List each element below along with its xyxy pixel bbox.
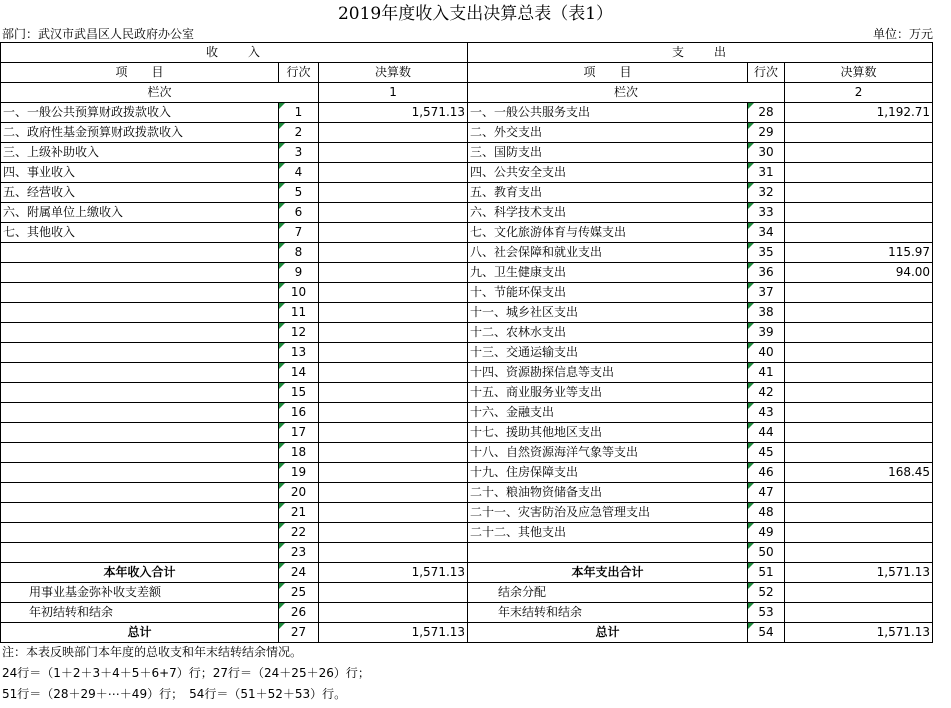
expense-item-name: 二十二、其他支出	[468, 523, 748, 543]
budget-summary-table	[0, 42, 933, 643]
income-amount	[319, 423, 468, 443]
expense-row-number: 49	[748, 523, 785, 543]
expense-row-number: 30	[748, 143, 785, 163]
income-item-header: 项 目	[1, 63, 279, 83]
expense-amount	[785, 383, 933, 403]
income-row-number: 8	[279, 243, 319, 263]
expense-amount: 1,192.71	[785, 103, 933, 123]
expense-amount	[785, 203, 933, 223]
income-column-label: 栏次	[1, 83, 319, 103]
table-row	[1, 203, 933, 223]
begin-carryover-rowno: 26	[279, 603, 319, 623]
expense-item-name: 十九、住房保障支出	[468, 463, 748, 483]
expense-row-number: 38	[748, 303, 785, 323]
expense-amount	[785, 163, 933, 183]
income-row-number: 1	[279, 103, 319, 123]
expense-amount	[785, 303, 933, 323]
income-row-number: 15	[279, 383, 319, 403]
income-row-number: 11	[279, 303, 319, 323]
income-item-name	[1, 303, 279, 323]
income-row-number: 18	[279, 443, 319, 463]
expense-grand-total-amount: 1,571.13	[785, 623, 933, 643]
income-amount	[319, 403, 468, 423]
income-item-name: 三、上级补助收入	[1, 143, 279, 163]
income-amount	[319, 443, 468, 463]
allocation-amount	[785, 583, 933, 603]
expense-total-amount: 1,571.13	[785, 563, 933, 583]
income-amount	[319, 503, 468, 523]
income-grand-total-amount: 1,571.13	[319, 623, 468, 643]
expense-item-name	[468, 543, 748, 563]
income-section-header: 收 入	[1, 43, 468, 63]
expense-amount	[785, 363, 933, 383]
income-row-number: 10	[279, 283, 319, 303]
expense-item-name: 十七、援助其他地区支出	[468, 423, 748, 443]
expense-amount	[785, 483, 933, 503]
income-row-number: 12	[279, 323, 319, 343]
income-item-name	[1, 423, 279, 443]
expense-item-name: 九、卫生健康支出	[468, 263, 748, 283]
income-item-name	[1, 323, 279, 343]
expense-amount	[785, 343, 933, 363]
income-item-name	[1, 403, 279, 423]
table-row	[1, 143, 933, 163]
table-row	[1, 463, 933, 483]
income-amount	[319, 343, 468, 363]
grand-total-row	[1, 623, 933, 643]
income-row-number: 22	[279, 523, 319, 543]
table-row	[1, 303, 933, 323]
income-item-name: 七、其他收入	[1, 223, 279, 243]
expense-total-rowno: 51	[748, 563, 785, 583]
expense-amount	[785, 183, 933, 203]
expense-column-label: 栏次	[468, 83, 785, 103]
income-item-name: 二、政府性基金预算财政拨款收入	[1, 123, 279, 143]
income-amount	[319, 143, 468, 163]
expense-amount	[785, 503, 933, 523]
income-amount	[319, 303, 468, 323]
income-item-name: 一、一般公共预算财政拨款收入	[1, 103, 279, 123]
expense-item-name: 十四、资源勘探信息等支出	[468, 363, 748, 383]
fund-label: 用事业基金弥补收支差额	[1, 583, 279, 603]
table-row	[1, 403, 933, 423]
income-row-number: 14	[279, 363, 319, 383]
income-row-number: 7	[279, 223, 319, 243]
table-row	[1, 523, 933, 543]
income-item-name	[1, 363, 279, 383]
income-item-name: 五、经营收入	[1, 183, 279, 203]
income-total-label: 本年收入合计	[1, 563, 279, 583]
income-amount	[319, 263, 468, 283]
income-rowno-header: 行次	[279, 63, 319, 83]
begin-carryover-amount	[319, 603, 468, 623]
income-total-amount: 1,571.13	[319, 563, 468, 583]
expense-row-number: 33	[748, 203, 785, 223]
income-amount	[319, 363, 468, 383]
income-amount	[319, 123, 468, 143]
note-line: 51行＝（28＋29＋⋯＋49）行； 54行＝（51＋52＋53）行。	[2, 687, 347, 701]
income-row-number: 9	[279, 263, 319, 283]
note-line: 注：本表反映部门本年度的总收支和年末结转结余情况。	[2, 645, 303, 659]
income-item-name	[1, 543, 279, 563]
expense-amount	[785, 403, 933, 423]
department-label: 部门：武汉市武昌区人民政府办公室	[2, 27, 195, 41]
expense-row-number: 37	[748, 283, 785, 303]
expense-item-name: 三、国防支出	[468, 143, 748, 163]
income-item-name	[1, 343, 279, 363]
table-row	[1, 103, 933, 123]
income-row-number: 5	[279, 183, 319, 203]
table-row	[1, 443, 933, 463]
table-row	[1, 323, 933, 343]
note-line: 24行＝（1＋2＋3＋4＋5＋6+7）行；27行＝（24＋25＋26）行；	[2, 666, 370, 680]
income-row-number: 20	[279, 483, 319, 503]
expense-amount	[785, 123, 933, 143]
income-grand-total-rowno: 27	[279, 623, 319, 643]
income-amount	[319, 223, 468, 243]
annual-total-row	[1, 563, 933, 583]
expense-row-number: 31	[748, 163, 785, 183]
section-header-row	[1, 43, 933, 63]
expense-item-name: 十一、城乡社区支出	[468, 303, 748, 323]
income-amount	[319, 543, 468, 563]
table-row	[1, 283, 933, 303]
expense-amount	[785, 523, 933, 543]
expense-item-name: 十、节能环保支出	[468, 283, 748, 303]
expense-rowno-header: 行次	[748, 63, 785, 83]
table-row	[1, 223, 933, 243]
notes	[2, 642, 370, 705]
income-item-name	[1, 243, 279, 263]
expense-amount	[785, 423, 933, 443]
income-item-name	[1, 443, 279, 463]
expense-amount	[785, 323, 933, 343]
income-row-number: 17	[279, 423, 319, 443]
column-header-row	[1, 63, 933, 83]
expense-amount-header: 决算数	[785, 63, 933, 83]
expense-row-number: 42	[748, 383, 785, 403]
carryover-row	[1, 603, 933, 623]
allocation-rowno: 52	[748, 583, 785, 603]
table-row	[1, 363, 933, 383]
income-amount	[319, 203, 468, 223]
expense-item-name: 二十、粮油物资储备支出	[468, 483, 748, 503]
income-column-index: 1	[319, 83, 468, 103]
income-row-number: 21	[279, 503, 319, 523]
expense-total-label: 本年支出合计	[468, 563, 748, 583]
expense-row-number: 47	[748, 483, 785, 503]
expense-amount: 168.45	[785, 463, 933, 483]
begin-carryover-label: 年初结转和结余	[1, 603, 279, 623]
expense-amount: 94.00	[785, 263, 933, 283]
expense-row-number: 32	[748, 183, 785, 203]
table-row	[1, 503, 933, 523]
income-row-number: 19	[279, 463, 319, 483]
expense-item-name: 五、教育支出	[468, 183, 748, 203]
expense-amount	[785, 223, 933, 243]
income-row-number: 2	[279, 123, 319, 143]
income-item-name: 六、附属单位上缴收入	[1, 203, 279, 223]
income-amount	[319, 523, 468, 543]
table-row	[1, 423, 933, 443]
table-row	[1, 483, 933, 503]
income-item-name	[1, 523, 279, 543]
income-item-name	[1, 483, 279, 503]
end-carryover-label: 年末结转和结余	[468, 603, 748, 623]
expense-item-name: 十二、农林水支出	[468, 323, 748, 343]
income-row-number: 6	[279, 203, 319, 223]
expense-row-number: 44	[748, 423, 785, 443]
table-row	[1, 343, 933, 363]
end-carryover-rowno: 53	[748, 603, 785, 623]
income-row-number: 4	[279, 163, 319, 183]
expense-amount	[785, 143, 933, 163]
table-row	[1, 263, 933, 283]
expense-grand-total-label: 总计	[468, 623, 748, 643]
income-amount: 1,571.13	[319, 103, 468, 123]
income-grand-total-label: 总计	[1, 623, 279, 643]
expense-item-name: 十五、商业服务业等支出	[468, 383, 748, 403]
expense-row-number: 39	[748, 323, 785, 343]
allocation-label: 结余分配	[468, 583, 748, 603]
report-title: 2019年度收入支出决算总表（表1）	[337, 4, 614, 24]
income-total-rowno: 24	[279, 563, 319, 583]
income-row-number: 3	[279, 143, 319, 163]
income-item-name	[1, 383, 279, 403]
expense-item-name: 二十一、灾害防治及应急管理支出	[468, 503, 748, 523]
table-row	[1, 243, 933, 263]
expense-row-number: 46	[748, 463, 785, 483]
income-item-name	[1, 283, 279, 303]
expense-amount: 115.97	[785, 243, 933, 263]
expense-row-number: 35	[748, 243, 785, 263]
expense-section-header: 支 出	[468, 43, 933, 63]
expense-column-index: 2	[785, 83, 933, 103]
expense-item-name: 十三、交通运输支出	[468, 343, 748, 363]
expense-item-name: 四、公共安全支出	[468, 163, 748, 183]
expense-row-number: 48	[748, 503, 785, 523]
expense-row-number: 29	[748, 123, 785, 143]
table-row	[1, 123, 933, 143]
expense-row-number: 41	[748, 363, 785, 383]
income-amount	[319, 463, 468, 483]
fund-row	[1, 583, 933, 603]
expense-row-number: 50	[748, 543, 785, 563]
income-item-name	[1, 463, 279, 483]
expense-amount	[785, 443, 933, 463]
income-amount	[319, 323, 468, 343]
table-row	[1, 163, 933, 183]
income-row-number: 16	[279, 403, 319, 423]
income-amount	[319, 283, 468, 303]
income-amount	[319, 163, 468, 183]
table-row	[1, 383, 933, 403]
expense-item-name: 八、社会保障和就业支出	[468, 243, 748, 263]
expense-item-name: 十八、自然资源海洋气象等支出	[468, 443, 748, 463]
expense-row-number: 36	[748, 263, 785, 283]
expense-row-number: 28	[748, 103, 785, 123]
expense-item-name: 二、外交支出	[468, 123, 748, 143]
income-amount	[319, 483, 468, 503]
table-row	[1, 543, 933, 563]
expense-amount	[785, 283, 933, 303]
table-row	[1, 183, 933, 203]
expense-row-number: 34	[748, 223, 785, 243]
income-amount	[319, 183, 468, 203]
income-row-number: 23	[279, 543, 319, 563]
expense-item-name: 十六、金融支出	[468, 403, 748, 423]
expense-grand-total-rowno: 54	[748, 623, 785, 643]
expense-item-name: 一、一般公共服务支出	[468, 103, 748, 123]
expense-amount	[785, 543, 933, 563]
income-amount-header: 决算数	[319, 63, 468, 83]
income-item-name	[1, 263, 279, 283]
expense-item-header: 项 目	[468, 63, 748, 83]
end-carryover-amount	[785, 603, 933, 623]
income-item-name: 四、事业收入	[1, 163, 279, 183]
expense-row-number: 43	[748, 403, 785, 423]
expense-row-number: 45	[748, 443, 785, 463]
expense-row-number: 40	[748, 343, 785, 363]
unit-label: 单位：万元	[872, 27, 933, 41]
fund-rowno: 25	[279, 583, 319, 603]
income-amount	[319, 383, 468, 403]
income-row-number: 13	[279, 343, 319, 363]
column-index-row	[1, 83, 933, 103]
fund-amount	[319, 583, 468, 603]
income-amount	[319, 243, 468, 263]
expense-item-name: 七、文化旅游体育与传媒支出	[468, 223, 748, 243]
expense-item-name: 六、科学技术支出	[468, 203, 748, 223]
income-item-name	[1, 503, 279, 523]
